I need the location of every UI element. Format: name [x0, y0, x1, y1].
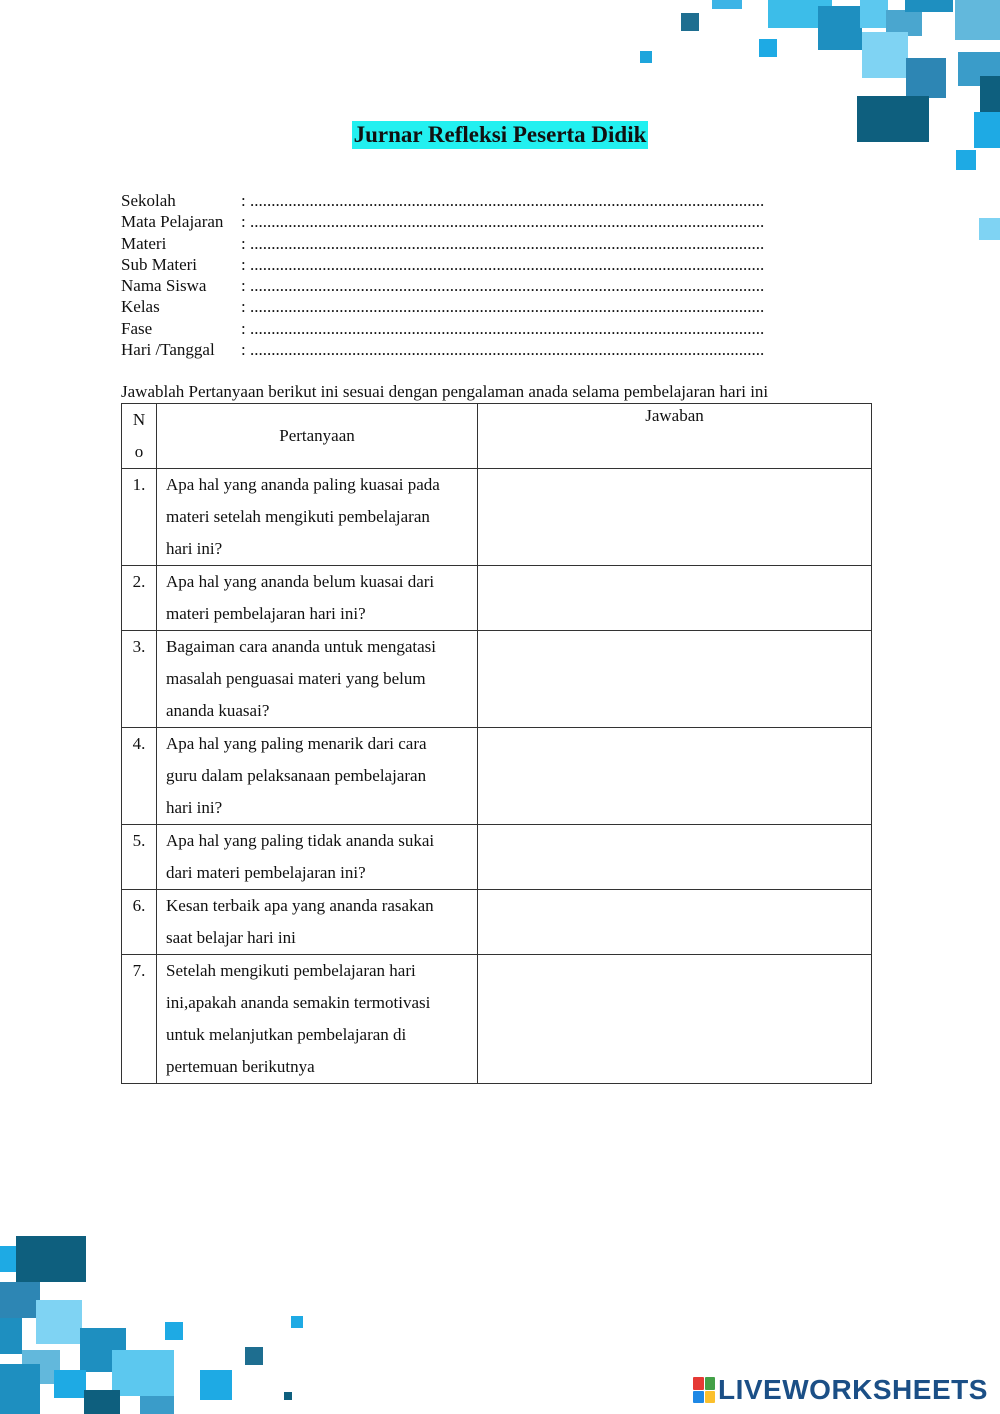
- answer-cell[interactable]: [478, 566, 872, 631]
- question-line: ini,apakah ananda semakin termotivasi: [166, 993, 431, 1012]
- question-text: [157, 728, 478, 825]
- row-number: 4.: [122, 728, 157, 825]
- title-container: [0, 121, 1000, 149]
- question-line: Apa hal yang paling menarik dari cara: [166, 734, 427, 753]
- answer-cell[interactable]: [478, 631, 872, 728]
- question-text: [157, 631, 478, 728]
- table-row: [122, 631, 872, 728]
- table-row: [122, 955, 872, 1084]
- question-text: [157, 469, 478, 566]
- row-number: 2.: [122, 566, 157, 631]
- question-line: masalah penguasai materi yang belum: [166, 669, 426, 688]
- answer-cell[interactable]: [478, 469, 872, 566]
- row-number: 7.: [122, 955, 157, 1084]
- row-number: 1.: [122, 469, 157, 566]
- field-value-sub-materi[interactable]: : .........................................................................................................................: [241, 254, 765, 274]
- header-no-line1: N: [132, 410, 146, 429]
- question-line: untuk melanjutkan pembelajaran di: [166, 1025, 407, 1044]
- field-label-mata-pelajaran: Mata Pelajaran: [121, 212, 224, 232]
- question-line: materi pembelajaran hari ini?: [166, 604, 366, 623]
- row-number: 5.: [122, 825, 157, 890]
- header-question: Pertanyaan: [157, 404, 478, 469]
- question-line: ananda kuasai?: [166, 701, 270, 720]
- question-text: [157, 566, 478, 631]
- field-label-sub-materi: Sub Materi: [121, 254, 198, 274]
- field-value-materi[interactable]: : .........................................................................................................................: [241, 233, 765, 253]
- question-text: [157, 890, 478, 955]
- answer-cell[interactable]: [478, 825, 872, 890]
- table-row: [122, 469, 872, 566]
- question-line: Apa hal yang ananda belum kuasai dari: [166, 572, 435, 591]
- field-value-hari-tanggal[interactable]: : .........................................................................................................................: [241, 340, 765, 360]
- header-no-line2: o: [134, 442, 144, 461]
- table-header-row: [122, 404, 872, 469]
- field-label-kelas: Kelas: [121, 297, 160, 317]
- question-line: Kesan terbaik apa yang ananda rasakan: [166, 896, 434, 915]
- question-line: dari materi pembelajaran ini?: [166, 863, 366, 882]
- row-number: 3.: [122, 631, 157, 728]
- question-text: [157, 955, 478, 1084]
- table-row: [122, 566, 872, 631]
- answer-cell[interactable]: [478, 890, 872, 955]
- reflection-table: [121, 403, 872, 1084]
- question-line: saat belajar hari ini: [166, 928, 296, 947]
- question-line: pertemuan berikutnya: [166, 1057, 315, 1076]
- field-value-mata-pelajaran[interactable]: : .........................................................................................................................: [241, 212, 765, 232]
- field-value-fase[interactable]: : .........................................................................................................................: [241, 318, 765, 338]
- field-label-materi: Materi: [121, 233, 167, 253]
- question-line: Bagaiman cara ananda untuk mengatasi: [166, 637, 436, 656]
- answer-cell[interactable]: [478, 955, 872, 1084]
- liveworksheets-logo-icon: [693, 1377, 715, 1403]
- table-row: [122, 825, 872, 890]
- question-line: Apa hal yang ananda paling kuasai pada: [166, 475, 440, 494]
- document-title: Jurnar Refleksi Peserta Didik: [353, 122, 647, 147]
- field-value-sekolah[interactable]: : .........................................................................................................................: [241, 191, 765, 210]
- field-value-nama-siswa[interactable]: : .........................................................................................................................: [241, 276, 765, 296]
- field-value-kelas[interactable]: : .........................................................................................................................: [241, 297, 765, 317]
- field-label-nama-siswa: Nama Siswa: [121, 276, 207, 296]
- liveworksheets-logo-text: LIVEWORKSHEETS: [718, 1374, 988, 1405]
- question-line: materi setelah mengikuti pembelajaran: [166, 507, 430, 526]
- table-row: [122, 728, 872, 825]
- field-label-hari-tanggal: Hari /Tanggal: [121, 340, 215, 360]
- field-label-sekolah: Sekolah: [121, 191, 176, 210]
- table-row: [122, 890, 872, 955]
- question-line: hari ini?: [166, 798, 223, 817]
- question-line: Setelah mengikuti pembelajaran hari: [166, 961, 416, 980]
- question-line: Apa hal yang paling tidak ananda sukai: [166, 831, 435, 850]
- header-no: [122, 404, 157, 469]
- liveworksheets-logo: [693, 1373, 988, 1407]
- question-text: [157, 825, 478, 890]
- instruction-text: Jawablah Pertanyaan berikut ini sesuai dengan pengalaman anada selama pembelajaran hari ini: [121, 382, 769, 401]
- field-label-fase: Fase: [121, 318, 153, 338]
- question-line: guru dalam pelaksanaan pembelajaran: [166, 766, 427, 785]
- row-number: 6.: [122, 890, 157, 955]
- header-answer: Jawaban: [478, 404, 872, 469]
- answer-cell[interactable]: [478, 728, 872, 825]
- question-line: hari ini?: [166, 539, 223, 558]
